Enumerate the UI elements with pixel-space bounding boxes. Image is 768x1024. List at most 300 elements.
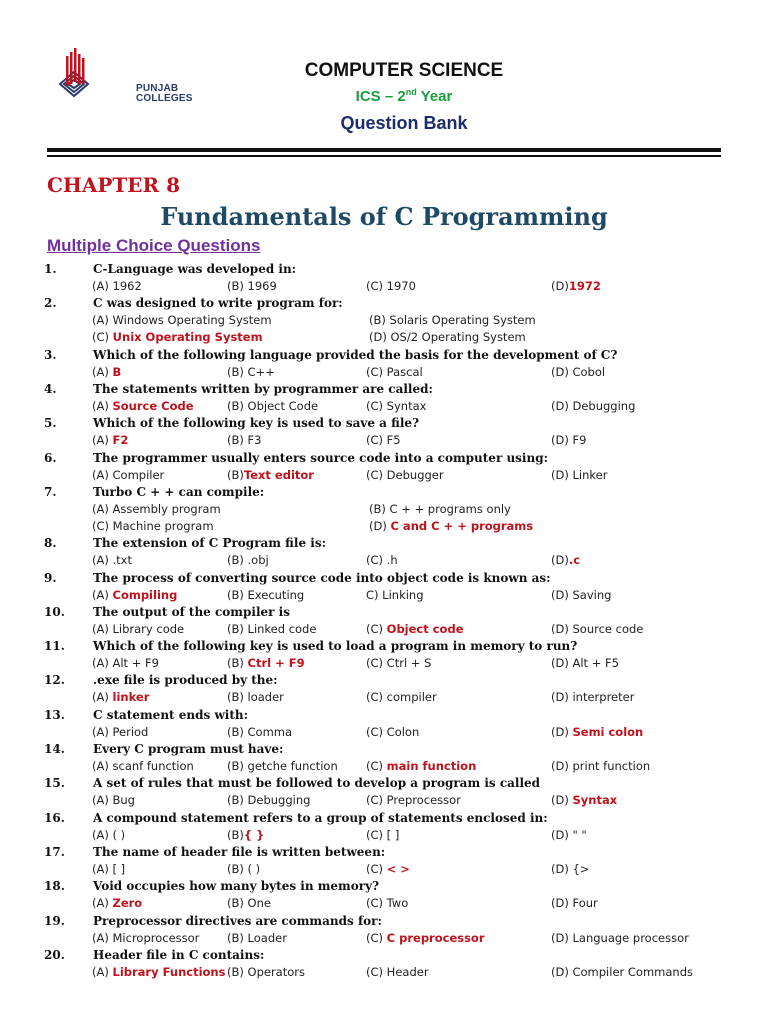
question-text: The name of header file is written between: — [93, 844, 386, 859]
correct-answer: Syntax — [572, 793, 618, 808]
option-label: (B) — [227, 553, 248, 568]
option-b — [227, 433, 261, 447]
option-text: Pascal — [386, 364, 423, 379]
option-text: Source code — [572, 621, 644, 636]
question-text: The extension of C Program file is: — [93, 536, 327, 551]
option-text: C++ — [247, 364, 275, 379]
option-text: [ ] — [386, 827, 400, 842]
option-text: Alt + F5 — [572, 656, 619, 671]
option-d — [551, 896, 598, 910]
option-label: (D) — [551, 467, 573, 482]
option-label: (A) — [92, 501, 113, 516]
question-number: 16. — [44, 810, 65, 825]
option-label: (B) — [227, 433, 248, 448]
option-text: ( ) — [247, 861, 261, 876]
option-text: {> — [572, 861, 590, 876]
correct-answer: .c — [568, 553, 581, 568]
option-label: (B) — [369, 501, 390, 516]
document-title: COMPUTER SCIENCE — [304, 60, 504, 81]
question-text: .exe file is produced by the: — [93, 673, 278, 688]
option-label: (D) — [551, 930, 573, 945]
question-number: 2. — [44, 296, 57, 311]
option-label: (D) — [551, 964, 573, 979]
question-item — [0, 673, 768, 707]
option-b — [227, 365, 275, 379]
question-text: The statements written by programmer are called: — [93, 381, 433, 396]
option-label: (B) — [227, 896, 248, 911]
option-text: Debugger — [386, 467, 444, 482]
option-label: (B) — [227, 930, 248, 945]
option-label: (D) — [551, 279, 569, 293]
option-label: (A) — [92, 587, 113, 602]
option-text: Solaris Operating System — [389, 313, 536, 328]
option-label: (D) — [369, 518, 391, 533]
correct-answer: C preprocessor — [386, 930, 485, 945]
option-b — [227, 279, 277, 293]
option-a — [92, 759, 194, 773]
option-text: Ctrl + S — [386, 656, 432, 671]
option-a — [92, 690, 149, 704]
question-text: Which of the following key is used to save a file? — [93, 416, 420, 431]
option-d — [551, 759, 650, 773]
option-text: Header — [386, 964, 429, 979]
option-c — [92, 330, 263, 344]
option-a — [92, 622, 184, 636]
option-label: (B) — [227, 587, 248, 602]
option-c — [366, 965, 429, 979]
option-text: Executing — [247, 587, 305, 602]
option-b — [227, 553, 269, 567]
option-label: (A) — [92, 964, 113, 979]
chapter-title: Fundamentals of C Programming — [160, 202, 608, 231]
correct-answer: Object code — [386, 621, 464, 636]
option-c — [366, 622, 464, 636]
option-label: (A) — [92, 398, 113, 413]
option-label: (B) — [227, 279, 248, 293]
option-label: (C) — [366, 827, 387, 842]
option-text: Linked code — [247, 621, 317, 636]
option-a — [92, 553, 132, 567]
correct-answer: Unix Operating System — [112, 330, 263, 345]
option-label: (D) — [551, 433, 573, 448]
correct-answer: Ctrl + F9 — [247, 656, 305, 671]
option-text: loader — [247, 690, 284, 705]
question-text: Every C program must have: — [93, 742, 284, 757]
option-label: (D) — [551, 364, 573, 379]
option-a — [92, 896, 142, 910]
question-number: 19. — [44, 913, 65, 928]
correct-answer: Semi colon — [572, 724, 644, 739]
option-c — [366, 690, 437, 704]
correct-answer: Source Code — [112, 398, 194, 413]
option-c — [366, 793, 461, 807]
question-number: 1. — [44, 262, 57, 276]
option-text: Windows Operating System — [112, 313, 272, 328]
question-number: 4. — [44, 381, 57, 396]
option-text: Preprocessor — [386, 793, 461, 808]
option-d — [551, 828, 587, 842]
option-text: Linking — [382, 587, 424, 602]
correct-answer: Library Functions — [112, 964, 226, 979]
option-label: (D) — [551, 553, 569, 568]
option-label: (B) — [227, 759, 248, 774]
option-text: Linker — [572, 467, 608, 482]
question-number: 10. — [44, 604, 65, 619]
option-label: (A) — [92, 364, 113, 379]
question-number: 14. — [44, 742, 65, 757]
option-text: getche function — [247, 759, 338, 774]
correct-answer: < > — [386, 861, 410, 876]
option-text: Four — [572, 896, 598, 911]
option-label: (C) — [366, 467, 387, 482]
option-d — [551, 656, 619, 670]
option-a — [92, 468, 164, 482]
correct-answer: { } — [243, 827, 265, 842]
option-a — [92, 725, 148, 739]
question-item — [0, 451, 768, 485]
option-d — [551, 622, 643, 636]
option-d — [551, 690, 634, 704]
question-number: 5. — [44, 416, 57, 431]
question-text: Void occupies how many bytes in memory? — [93, 879, 380, 894]
option-text: Compiler — [112, 467, 165, 482]
option-label: (A) — [92, 279, 113, 293]
option-label: (C) — [366, 621, 387, 636]
option-b — [227, 828, 264, 842]
option-label: (B) — [369, 313, 390, 328]
option-c — [366, 896, 408, 910]
option-label: (C) — [366, 433, 387, 448]
option-text: Microprocessor — [112, 930, 200, 945]
question-number: 17. — [44, 844, 65, 859]
option-b — [369, 313, 536, 327]
option-b — [227, 759, 338, 773]
option-label: (B) — [227, 827, 244, 842]
question-list — [0, 262, 768, 982]
question-item — [0, 262, 768, 296]
option-label: (D) — [551, 724, 573, 739]
option-text: Compiler Commands — [572, 964, 693, 979]
option-text: Syntax — [386, 398, 427, 413]
option-d — [551, 553, 580, 567]
option-a — [92, 313, 272, 327]
option-d — [551, 399, 635, 413]
question-text: Preprocessor directives are commands for: — [93, 913, 382, 928]
option-label: (A) — [92, 656, 113, 671]
option-label: (A) — [92, 930, 113, 945]
option-label: (A) — [92, 553, 113, 568]
option-b — [227, 793, 310, 807]
option-label: (C) — [366, 553, 387, 568]
question-item — [0, 845, 768, 879]
option-label: (D) — [551, 793, 573, 808]
correct-answer: linker — [112, 690, 150, 705]
question-item — [0, 879, 768, 913]
option-c — [366, 399, 426, 413]
option-text: F9 — [572, 433, 587, 448]
option-a — [92, 793, 135, 807]
option-text: Machine program — [112, 518, 214, 533]
question-text: The output of the compiler is — [93, 604, 290, 619]
option-text: 1969 — [247, 279, 277, 293]
option-b — [227, 690, 284, 704]
correct-answer: 1972 — [568, 279, 601, 293]
question-item — [0, 811, 768, 845]
question-item — [0, 485, 768, 536]
option-label: (B) — [227, 690, 248, 705]
option-text: C + + programs only — [389, 501, 511, 516]
question-number: 11. — [44, 639, 65, 654]
option-c — [366, 656, 431, 670]
option-text: Comma — [247, 724, 293, 739]
question-item — [0, 571, 768, 605]
question-item — [0, 296, 768, 347]
option-label: (B) — [227, 364, 248, 379]
question-number: 13. — [44, 707, 65, 722]
option-d — [551, 793, 617, 807]
header-divider-thick — [47, 148, 721, 152]
option-b — [227, 622, 316, 636]
option-text: .obj — [247, 553, 269, 568]
correct-answer: B — [112, 364, 122, 379]
question-number: 15. — [44, 776, 65, 791]
option-label: (C) — [366, 364, 387, 379]
option-text: [ ] — [112, 861, 126, 876]
option-label: (B) — [227, 656, 248, 671]
option-text: Object Code — [247, 398, 319, 413]
option-label: (A) — [92, 621, 113, 636]
option-d — [551, 965, 693, 979]
option-c — [366, 365, 423, 379]
question-number: 18. — [44, 879, 65, 894]
option-label: (B) — [227, 467, 244, 482]
question-number: 3. — [44, 347, 57, 362]
option-c — [366, 433, 401, 447]
question-item — [0, 776, 768, 810]
option-text: One — [247, 896, 271, 911]
option-label: C) — [366, 587, 383, 602]
option-text: 1962 — [112, 279, 142, 293]
option-d — [551, 862, 589, 876]
option-label: (D) — [551, 656, 573, 671]
question-item — [0, 639, 768, 673]
option-a — [92, 828, 125, 842]
option-d — [551, 279, 601, 293]
option-a — [92, 502, 221, 516]
option-text: .txt — [112, 553, 132, 568]
question-number: 20. — [44, 947, 65, 962]
option-d — [551, 725, 643, 739]
question-text: Which of the following language provided the basis for the development of C? — [93, 347, 618, 362]
option-a — [92, 279, 142, 293]
option-text: ( ) — [112, 827, 126, 842]
option-a — [92, 399, 194, 413]
question-number: 6. — [44, 450, 57, 465]
option-text: .h — [386, 553, 398, 568]
option-label: (C) — [366, 930, 387, 945]
option-label: (D) — [551, 896, 573, 911]
option-text: Colon — [386, 724, 420, 739]
option-label: (D) — [551, 587, 573, 602]
option-label: (A) — [92, 759, 113, 774]
option-text: Debugging — [572, 398, 636, 413]
option-b — [227, 965, 305, 979]
option-b — [227, 399, 318, 413]
option-label: (D) — [551, 759, 573, 774]
question-text: Which of the following key is used to load a program in memory to run? — [93, 639, 578, 654]
option-label: (C) — [366, 398, 387, 413]
option-b — [227, 931, 287, 945]
option-label: (C) — [366, 724, 387, 739]
option-label: (C) — [366, 793, 387, 808]
option-label: (A) — [92, 861, 113, 876]
header-divider-thin — [47, 155, 721, 157]
question-text: A set of rules that must be followed to develop a program is called — [93, 776, 541, 791]
logo-text: PUNJAB COLLEGES — [136, 83, 193, 104]
option-b — [227, 656, 305, 670]
option-a — [92, 365, 121, 379]
correct-answer: main function — [386, 759, 477, 774]
option-label: (D) — [551, 861, 573, 876]
option-text: Loader — [247, 930, 287, 945]
option-label: (C) — [92, 518, 113, 533]
question-item — [0, 382, 768, 416]
option-a — [92, 433, 128, 447]
question-item — [0, 742, 768, 776]
question-text: The programmer usually enters source code into a computer using: — [93, 450, 549, 465]
option-text: interpreter — [572, 690, 635, 705]
option-label: (C) — [366, 656, 387, 671]
option-label: (A) — [92, 690, 113, 705]
option-label: (C) — [366, 861, 387, 876]
question-text: C was designed to write program for: — [93, 296, 343, 311]
option-b — [227, 725, 292, 739]
option-text: print function — [572, 759, 651, 774]
question-item — [0, 348, 768, 382]
question-text: The process of converting source code into object code is known as: — [93, 570, 551, 585]
chapter-heading: CHAPTER 8 — [47, 173, 180, 197]
option-b — [369, 502, 511, 516]
option-c — [366, 931, 485, 945]
option-label: (A) — [92, 467, 113, 482]
option-label: (C) — [366, 759, 387, 774]
option-text: OS/2 Operating System — [390, 330, 526, 345]
option-label: (B) — [227, 964, 248, 979]
option-text: F3 — [247, 433, 262, 448]
question-text: A compound statement refers to a group of statements enclosed in: — [93, 810, 548, 825]
option-c — [366, 759, 476, 773]
option-label: (C) — [366, 279, 387, 293]
option-text: Assembly program — [112, 501, 221, 516]
option-c — [92, 519, 214, 533]
question-number: 9. — [44, 570, 57, 585]
question-item — [0, 605, 768, 639]
question-item — [0, 948, 768, 982]
correct-answer: C and C + + programs — [390, 518, 534, 533]
option-c — [366, 468, 444, 482]
question-item — [0, 914, 768, 948]
option-label: (B) — [227, 861, 248, 876]
option-label: (B) — [227, 793, 248, 808]
option-label: (D) — [369, 330, 391, 345]
option-label: (A) — [92, 827, 113, 842]
option-label: (C) — [92, 330, 113, 345]
option-text: Two — [386, 896, 409, 911]
option-label: (B) — [227, 398, 248, 413]
option-c — [366, 588, 424, 602]
question-item — [0, 416, 768, 450]
option-text: Operators — [247, 964, 305, 979]
option-label: (A) — [92, 724, 113, 739]
option-label: (A) — [92, 433, 113, 448]
option-label: (D) — [551, 621, 573, 636]
option-c — [366, 279, 416, 293]
correct-answer: Compiling — [112, 587, 178, 602]
option-b — [227, 468, 314, 482]
option-label: (C) — [366, 964, 387, 979]
option-label: (B) — [227, 724, 248, 739]
option-label: (C) — [366, 896, 387, 911]
correct-answer: Zero — [112, 896, 143, 911]
correct-answer: Text editor — [243, 467, 314, 482]
question-item — [0, 708, 768, 742]
question-text: C statement ends with: — [93, 707, 249, 722]
question-text: Turbo C + + can compile: — [93, 484, 265, 499]
option-a — [92, 588, 177, 602]
option-a — [92, 965, 225, 979]
option-d — [369, 330, 526, 344]
option-text: Alt + F9 — [112, 656, 159, 671]
option-a — [92, 656, 159, 670]
option-d — [551, 433, 586, 447]
option-text: " " — [572, 827, 587, 842]
option-d — [551, 931, 689, 945]
option-d — [551, 365, 605, 379]
option-c — [366, 828, 399, 842]
option-label: (D) — [551, 827, 573, 842]
option-c — [366, 553, 398, 567]
option-c — [366, 862, 410, 876]
question-number: 7. — [44, 484, 57, 499]
question-number: 12. — [44, 673, 65, 688]
option-text: Cobol — [572, 364, 606, 379]
option-label: (D) — [551, 398, 573, 413]
option-c — [366, 725, 419, 739]
option-d — [551, 588, 611, 602]
option-label: (D) — [551, 690, 573, 705]
option-text: Library code — [112, 621, 185, 636]
option-d — [551, 468, 607, 482]
option-label: (A) — [92, 896, 113, 911]
section-heading: Multiple Choice Questions — [47, 236, 261, 255]
option-label: (A) — [92, 313, 113, 328]
option-b — [227, 862, 260, 876]
option-text: F5 — [386, 433, 401, 448]
option-label: (B) — [227, 621, 248, 636]
option-a — [92, 931, 199, 945]
option-text: 1970 — [386, 279, 416, 293]
option-text: Debugging — [247, 793, 311, 808]
question-item — [0, 536, 768, 570]
option-text: compiler — [386, 690, 437, 705]
document-subtitle: ICS – 2nd Year — [355, 87, 453, 105]
option-text: Period — [112, 724, 149, 739]
question-bank-label: Question Bank — [340, 113, 468, 133]
option-b — [227, 588, 304, 602]
option-text: Language processor — [572, 930, 689, 945]
question-text: Header file in C contains: — [93, 947, 265, 962]
option-text: Bug — [112, 793, 135, 808]
